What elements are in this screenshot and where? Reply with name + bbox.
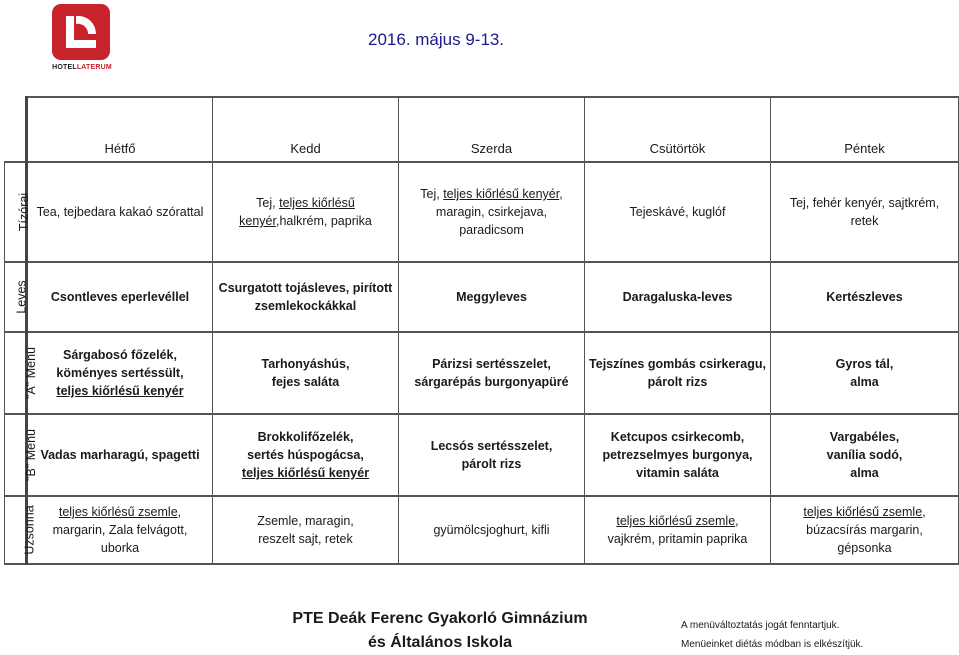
meal-line — [403, 288, 580, 306]
row-label: Leves — [14, 280, 29, 314]
meal-line — [32, 288, 208, 306]
day-header: Péntek — [771, 97, 959, 162]
meal-text: sertés húspogácsa, — [247, 448, 364, 462]
meal-cell — [771, 332, 959, 414]
meal-line — [403, 355, 580, 373]
meal-row-tizorai — [5, 162, 959, 262]
meal-text: Vadas marharagú, spagetti — [40, 448, 200, 462]
meal-line — [589, 512, 766, 530]
meal-line — [589, 530, 766, 548]
meal-line — [403, 373, 580, 391]
meal-text: , — [735, 514, 739, 528]
meal-text: alma — [850, 466, 879, 480]
meal-text: Tej, fehér kenyér, sajtkrém, — [789, 196, 940, 210]
school-name-line1: PTE Deák Ferenc Gyakorló Gimnázium — [292, 610, 588, 627]
logo-text-hotel: HOTEL — [52, 64, 77, 71]
meal-line — [217, 194, 394, 230]
meal-text: Tej, — [420, 187, 444, 201]
footer-notes — [681, 616, 863, 654]
meal-text: Csurgatott tojásleves, pirított — [218, 281, 393, 295]
meal-text: paradicsom — [459, 223, 524, 237]
meal-text-underlined: teljes kiőrlésű zsemle — [58, 505, 178, 519]
meal-text-underlined: teljes kiőrlésű kenyér — [443, 187, 560, 201]
meal-cell — [27, 414, 213, 496]
row-label-cell — [5, 162, 32, 262]
row-label-cell — [5, 496, 37, 564]
meal-text: Párizsi sertésszelet, — [432, 357, 551, 371]
meal-line — [217, 279, 394, 297]
day-header: Hétfő — [27, 97, 213, 162]
meal-text: Csontleves eperlevéllel — [50, 290, 190, 304]
school-name-line2: és Általános Iskola — [367, 634, 513, 651]
footer-note-diet: Menüeinket diétás módban is elkészítjük. — [681, 639, 864, 650]
logo-text-laterum: LATERUM — [76, 64, 112, 71]
meal-line — [217, 355, 394, 373]
meal-line — [589, 446, 766, 464]
meal-text: Lecsós sertésszelet, — [430, 439, 553, 453]
meal-text-underlined: teljes kiőrlésű kenyér — [241, 466, 370, 480]
meal-line — [217, 373, 394, 391]
meal-line — [589, 464, 766, 482]
meal-line — [217, 428, 394, 446]
meal-line — [403, 455, 580, 473]
meal-text: Tejeskávé, kuglóf — [629, 205, 726, 219]
meal-text: , — [275, 214, 280, 228]
meal-text-underlined: teljes kiőrlésű zsemle — [803, 505, 923, 519]
meal-line — [589, 203, 766, 221]
meal-text: vajkrém, pritamin paprika — [607, 532, 748, 546]
meal-row-b-menu — [5, 414, 959, 496]
row-label: "A" Menü — [23, 347, 38, 399]
row-label: Tízórai — [17, 192, 32, 232]
day-header: Csütörtök — [585, 97, 771, 162]
meal-cell — [27, 162, 213, 262]
meal-cell — [399, 262, 585, 332]
row-label: "B" Menü — [23, 429, 38, 481]
row-label-cell — [5, 262, 27, 332]
meal-line — [32, 503, 208, 521]
meal-cell — [399, 496, 585, 564]
meal-line — [775, 539, 954, 557]
meal-line — [217, 512, 394, 530]
meal-text: uborka — [100, 541, 140, 555]
meal-row-uzsonna — [5, 496, 959, 564]
meal-line — [775, 428, 954, 446]
meal-text: petrezselmyes burgonya, — [602, 448, 753, 462]
meal-cell — [585, 262, 771, 332]
meal-line — [32, 203, 208, 221]
meal-cell — [27, 332, 213, 414]
meal-line — [32, 382, 208, 400]
logo-text — [48, 64, 116, 71]
week-date: 2016. május 9-13. — [368, 30, 505, 49]
meal-line — [32, 446, 208, 464]
meal-text: vanília sodó, — [826, 448, 903, 462]
meal-text: , — [922, 505, 926, 519]
footer-note-rights: A menüváltoztatás jogát fenntartjuk. — [681, 620, 840, 631]
meal-line — [775, 212, 954, 230]
meal-cell — [771, 414, 959, 496]
meal-text: margarin, Zala felvágott, — [52, 523, 188, 537]
meal-line — [775, 355, 954, 373]
meal-text: Tej, — [256, 196, 280, 210]
meal-cell — [399, 332, 585, 414]
meal-cell — [771, 496, 959, 564]
meal-line — [217, 530, 394, 548]
meal-text: vitamin saláta — [636, 466, 719, 480]
meal-text: Tejszínes gombás csirkeragu, — [589, 357, 766, 371]
meal-line — [403, 521, 580, 539]
logo-mark — [52, 4, 110, 60]
meal-text: köményes sertéssült, — [56, 366, 184, 380]
meal-text: halkrém, paprika — [279, 214, 372, 228]
meal-cell — [27, 262, 213, 332]
meal-text: zsemlekockákkal — [254, 299, 357, 313]
meal-row-leves — [5, 262, 959, 332]
meal-text: Brokkolifőzelék, — [257, 430, 354, 444]
meal-line — [589, 288, 766, 306]
meal-line — [32, 521, 208, 539]
meal-line — [775, 373, 954, 391]
meal-text: reszelt sajt, retek — [258, 532, 353, 546]
day-header-row — [5, 97, 959, 162]
meal-cell — [213, 162, 399, 262]
meal-line — [32, 346, 208, 364]
row-label-cell — [5, 414, 38, 496]
hotel-laterum-logo — [48, 4, 116, 74]
meal-text: retek — [850, 214, 879, 228]
meal-text-underlined: teljes kiőrlésű zsemle — [616, 514, 736, 528]
meal-text: Gyros tál, — [835, 357, 894, 371]
school-name — [290, 607, 590, 655]
meal-row-a-menu — [5, 332, 959, 414]
meal-text: Tarhonyáshús, — [261, 357, 350, 371]
meal-text: Ketcupos csirkecomb, — [610, 430, 745, 444]
meal-line — [403, 221, 580, 239]
meal-line — [589, 373, 766, 391]
meal-text: , — [559, 187, 563, 201]
meal-text: Daragaluska-leves — [622, 290, 733, 304]
meal-cell — [213, 332, 399, 414]
meal-line — [775, 503, 954, 521]
meal-cell — [399, 162, 585, 262]
meal-text: Kertészleves — [826, 290, 903, 304]
meal-text: alma — [850, 375, 879, 389]
meal-text: Tea, tejbedara kakaó szórattal — [36, 205, 204, 219]
meal-line — [32, 539, 208, 557]
meal-line — [217, 446, 394, 464]
meal-line — [217, 297, 394, 315]
meal-cell — [585, 414, 771, 496]
meal-text: párolt rizs — [647, 375, 708, 389]
meal-line — [403, 437, 580, 455]
row-label-cell — [5, 332, 38, 414]
meal-text: gyümölcsjoghurt, kifli — [433, 523, 550, 537]
meal-text: sárgarépás burgonyapüré — [414, 375, 569, 389]
meal-line — [589, 428, 766, 446]
meal-text: gépsonka — [837, 541, 892, 555]
meal-line — [403, 203, 580, 221]
row-label: Uzsonna — [22, 505, 37, 555]
meal-text: búzacsírás margarin, — [806, 523, 923, 537]
meal-cell — [213, 414, 399, 496]
meal-cell — [213, 262, 399, 332]
meal-text: Zsemle, maragin, — [257, 514, 354, 528]
day-header: Szerda — [399, 97, 585, 162]
meal-cell — [585, 162, 771, 262]
meal-line — [217, 464, 394, 482]
meal-line — [589, 355, 766, 373]
meal-cell — [213, 496, 399, 564]
meal-text-underlined: teljes kiőrlésű kenyér — [239, 196, 355, 228]
meal-line — [775, 288, 954, 306]
meal-line — [775, 464, 954, 482]
meal-text: Meggyleves — [456, 290, 527, 304]
meal-text: fejes saláta — [271, 375, 340, 389]
meal-cell — [771, 162, 959, 262]
meal-line — [775, 194, 954, 212]
meal-cell — [585, 332, 771, 414]
corner-cell — [5, 97, 27, 162]
meal-text-underlined: teljes kiőrlésű kenyér — [56, 384, 184, 398]
meal-line — [775, 521, 954, 539]
meal-text: , — [177, 505, 182, 519]
meal-text: Sárgabosó főzelék, — [63, 348, 177, 362]
day-header: Kedd — [213, 97, 399, 162]
meal-line — [403, 185, 580, 203]
meal-text: párolt rizs — [461, 457, 522, 471]
meal-text: maragin, csirkejava, — [435, 205, 548, 219]
menu-table — [4, 96, 959, 565]
meal-cell — [585, 496, 771, 564]
meal-cell — [399, 414, 585, 496]
meal-text: Vargabéles, — [829, 430, 900, 444]
meal-cell — [27, 496, 213, 564]
meal-line — [32, 364, 208, 382]
meal-line — [775, 446, 954, 464]
meal-cell — [771, 262, 959, 332]
